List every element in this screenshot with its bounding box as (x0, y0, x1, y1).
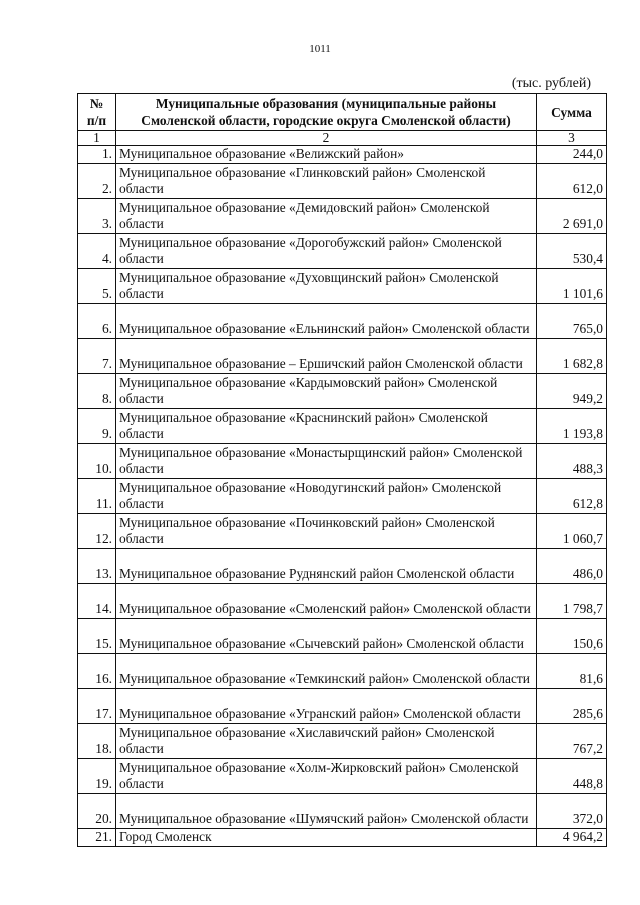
row-sum: 1 798,7 (537, 584, 607, 619)
row-number: 9. (78, 409, 116, 444)
row-sum: 612,8 (537, 479, 607, 514)
row-sum: 448,8 (537, 759, 607, 794)
row-sum: 767,2 (537, 724, 607, 759)
row-sum: 488,3 (537, 444, 607, 479)
row-municipality: Муниципальное образование «Дорогобужский район» Смоленской области (116, 234, 537, 269)
row-sum: 244,0 (537, 146, 607, 164)
table-row (78, 794, 607, 829)
table-row (78, 409, 607, 444)
row-municipality: Муниципальное образование «Кардымовский район» Смоленской области (116, 374, 537, 409)
row-sum: 765,0 (537, 304, 607, 339)
row-number: 21. (78, 829, 116, 847)
row-sum: 372,0 (537, 794, 607, 829)
row-municipality: Муниципальное образование «Ельнинский район» Смоленской области (116, 304, 537, 339)
header-municipality: Муниципальные образования (муниципальные районы Смоленской области, городские округа Смоленской области) (116, 94, 537, 131)
row-sum: 486,0 (537, 549, 607, 584)
table-row (78, 584, 607, 619)
row-sum: 612,0 (537, 164, 607, 199)
table-row (78, 374, 607, 409)
row-municipality: Муниципальное образование «Сычевский район» Смоленской области (116, 619, 537, 654)
row-number: 4. (78, 234, 116, 269)
row-municipality: Муниципальное образование «Хиславичский район» Смоленской области (116, 724, 537, 759)
row-number: 13. (78, 549, 116, 584)
row-sum: 530,4 (537, 234, 607, 269)
row-number: 16. (78, 654, 116, 689)
row-number: 11. (78, 479, 116, 514)
table-row (78, 724, 607, 759)
row-municipality: Муниципальное образование «Монастырщинский район» Смоленской области (116, 444, 537, 479)
row-municipality: Муниципальное образование «Шумячский район» Смоленской области (116, 794, 537, 829)
table-row (78, 339, 607, 374)
row-number: 5. (78, 269, 116, 304)
table-row (78, 654, 607, 689)
row-municipality: Муниципальное образование «Новодугинский район» Смоленской области (116, 479, 537, 514)
row-number: 8. (78, 374, 116, 409)
row-municipality: Муниципальное образование «Смоленский район» Смоленской области (116, 584, 537, 619)
table-row (78, 619, 607, 654)
row-number: 2. (78, 164, 116, 199)
row-sum: 949,2 (537, 374, 607, 409)
table-row (78, 234, 607, 269)
row-municipality: Муниципальное образование Руднянский район Смоленской области (116, 549, 537, 584)
row-sum: 1 060,7 (537, 514, 607, 549)
row-municipality: Муниципальное образование – Ершичский район Смоленской области (116, 339, 537, 374)
units-label: (тыс. рублей) (511, 76, 591, 91)
row-municipality: Муниципальное образование «Темкинский район» Смоленской области (116, 654, 537, 689)
row-number: 7. (78, 339, 116, 374)
row-number: 6. (78, 304, 116, 339)
row-sum: 4 964,2 (537, 829, 607, 847)
table-row (78, 199, 607, 234)
table-row (78, 164, 607, 199)
column-index-1: 1 (78, 131, 116, 146)
table-row (78, 146, 607, 164)
row-number: 18. (78, 724, 116, 759)
page-number: 1011 (309, 43, 331, 55)
row-number: 17. (78, 689, 116, 724)
row-municipality: Муниципальное образование «Краснинский район» Смоленской области (116, 409, 537, 444)
row-number: 14. (78, 584, 116, 619)
row-sum: 150,6 (537, 619, 607, 654)
table-row (78, 304, 607, 339)
row-municipality: Муниципальное образование «Духовщинский район» Смоленской области (116, 269, 537, 304)
row-municipality: Муниципальное образование «Велижский район» (116, 146, 537, 164)
budget-table (77, 93, 607, 847)
row-municipality: Муниципальное образование «Починковский район» Смоленской области (116, 514, 537, 549)
row-sum: 1 682,8 (537, 339, 607, 374)
row-sum: 81,6 (537, 654, 607, 689)
row-number: 12. (78, 514, 116, 549)
row-number: 15. (78, 619, 116, 654)
row-sum: 285,6 (537, 689, 607, 724)
row-municipality: Муниципальное образование «Холм-Жирковский район» Смоленской области (116, 759, 537, 794)
row-municipality: Муниципальное образование «Демидовский район» Смоленской области (116, 199, 537, 234)
table-row (78, 269, 607, 304)
row-sum: 2 691,0 (537, 199, 607, 234)
header-number: № п/п (78, 94, 116, 131)
row-number: 20. (78, 794, 116, 829)
row-number: 3. (78, 199, 116, 234)
table-row (78, 549, 607, 584)
header-sum: Сумма (537, 94, 607, 131)
row-sum: 1 101,6 (537, 269, 607, 304)
row-municipality: Город Смоленск (116, 829, 537, 847)
row-sum: 1 193,8 (537, 409, 607, 444)
table-row (78, 444, 607, 479)
column-index-row (78, 131, 607, 146)
table-row (78, 829, 607, 847)
row-number: 19. (78, 759, 116, 794)
table-header-row (78, 94, 607, 131)
row-number: 10. (78, 444, 116, 479)
table-row (78, 759, 607, 794)
table-row (78, 689, 607, 724)
row-municipality: Муниципальное образование «Глинковский район» Смоленской области (116, 164, 537, 199)
table-row (78, 479, 607, 514)
row-municipality: Муниципальное образование «Угранский район» Смоленской области (116, 689, 537, 724)
row-number: 1. (78, 146, 116, 164)
column-index-3: 3 (537, 131, 607, 146)
table-row (78, 514, 607, 549)
column-index-2: 2 (116, 131, 537, 146)
